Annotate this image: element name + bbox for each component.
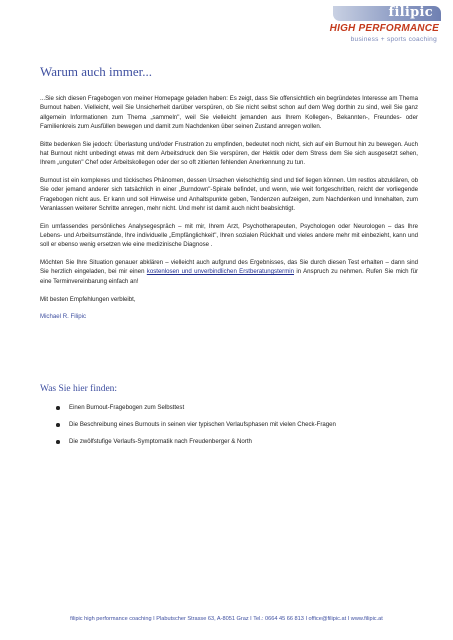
closing-text-after: in Anspruch zu nehmen. Rufen Sie mich für eine Terminvereinbarung einfach an! (40, 268, 419, 285)
paragraph-5 (40, 258, 418, 286)
bullet-icon (56, 406, 60, 410)
logo-brand-bar (333, 6, 441, 21)
consultation-link[interactable]: kostenlosen und unverbindlichen Erstberatungstermin (146, 268, 295, 276)
logo-subline: business + sports coaching (350, 36, 437, 43)
intro-text (40, 94, 418, 330)
bullet-icon (56, 440, 60, 444)
signoff: Mit besten Empfehlungen verbleibt, (40, 295, 136, 303)
logo-tagline: HIGH PERFORMANCE (329, 23, 439, 34)
paragraph-3: Burnout ist ein komplexes und tückisches Phänomen, dessen Ursachen vielschichtig sind und tief liegen können. Um restlos abzuklären, ob Sie oder jemand anderer sich tatsächlich in einer „Burndown"-Spirale befindet, und wenn, wie weit fortgeschritten, reicht der vorliegende Fragebogen nicht aus. Er kann und soll Hinweise und Anhaltspunkte geben, Tendenzen aufzeigen, zum Nachdenken und Innehalten, zum Veranlassen weiterer Schritte anregen, mehr nicht. Und mehr ist damit auch nicht beabsichtigt. (40, 177, 418, 212)
list-item (56, 403, 416, 420)
list-item-text: Die Beschreibung eines Burnouts in seinen vier typischen Verlaufsphasen mit vielen Check-Fragen (69, 421, 336, 428)
filipic-logo (329, 6, 441, 52)
bullet-icon (56, 423, 60, 427)
list-item-text: Die zwölfstufige Verlaufs-Symptomatik nach Freudenberger & North (69, 438, 252, 445)
paragraph-4: Ein umfassendes persönliches Analysegespräch – mit mir, Ihrem Arzt, Psychotherapeuten, Psychologen oder Neurologen – das Ihre Lebens- und Arbeitsumstände, Ihre individuelle „Empfänglichkeit", Ihren sozialen Rückhalt und vieles andere mehr mit einbezieht, kann und soll er ebenso wenig ersetzen wie eine medizinische Diagnose . (40, 222, 418, 249)
contents-list (56, 403, 416, 454)
page-title: Warum auch immer... (40, 64, 152, 79)
section-title: Was Sie hier finden: (40, 384, 118, 394)
paragraph-2: Bitte bedenken Sie jedoch: Überlastung und/oder Frustration zu empfinden, bedeutet noch nicht, sich auf ein Burnout hin zu bewegen. Auch hat Burnout nicht unbedingt etwas mit dem Arbeitsdruck den Sie verspüren, der Hektik oder dem Stress dem Sie sich ausgesetzt sehen, Ihrem „unguten" Chef oder Arbeitskollegen oder der so oft zitierten fehlenden Anerkennung zu tun. (40, 140, 418, 167)
paragraph-1: ...Sie sich diesen Fragebogen von meiner Homepage geladen haben: Es zeigt, dass Sie offensichtlich ein begründetes Interesse am Thema Burnout haben. Vielleicht, weil Sie Unsicherheit darüber verspüren, ob Sie nicht selbst schon auf dem Weg dorthin zu sind, weil Sie ganz allgemein Informationen zum Thema „sammeln", weil Sie vielleicht jemanden aus Ihrem Kollegen-, Bekannten-, Freundes- oder Familienkreis zum Ausfüllen bewegen und damit zum Nachdenken über seinen Zustand anregen wollen. (40, 95, 418, 130)
footer-contact: filipic high performance coaching I Plabutscher Strasse 63, A-8051 Graz I Tel.: 0664 45 66 813 I office@filipic.at I www.filipic.at (70, 616, 383, 622)
closing-text-before: Möchten Sie Ihre Situation genauer abklären – vielleicht auch aufgrund des Ergebnisses, das Sie durch diesen Test erhalten – dann sind Sie herzlich eingeladen, bei mir einen (40, 259, 418, 276)
logo-brand: filipic (388, 5, 433, 20)
list-item (56, 420, 416, 437)
list-item-text: Einen Burnout-Fragebogen zum Selbsttest (69, 404, 185, 411)
list-item (56, 437, 416, 454)
signature: Michael R. Filipic (40, 313, 87, 321)
